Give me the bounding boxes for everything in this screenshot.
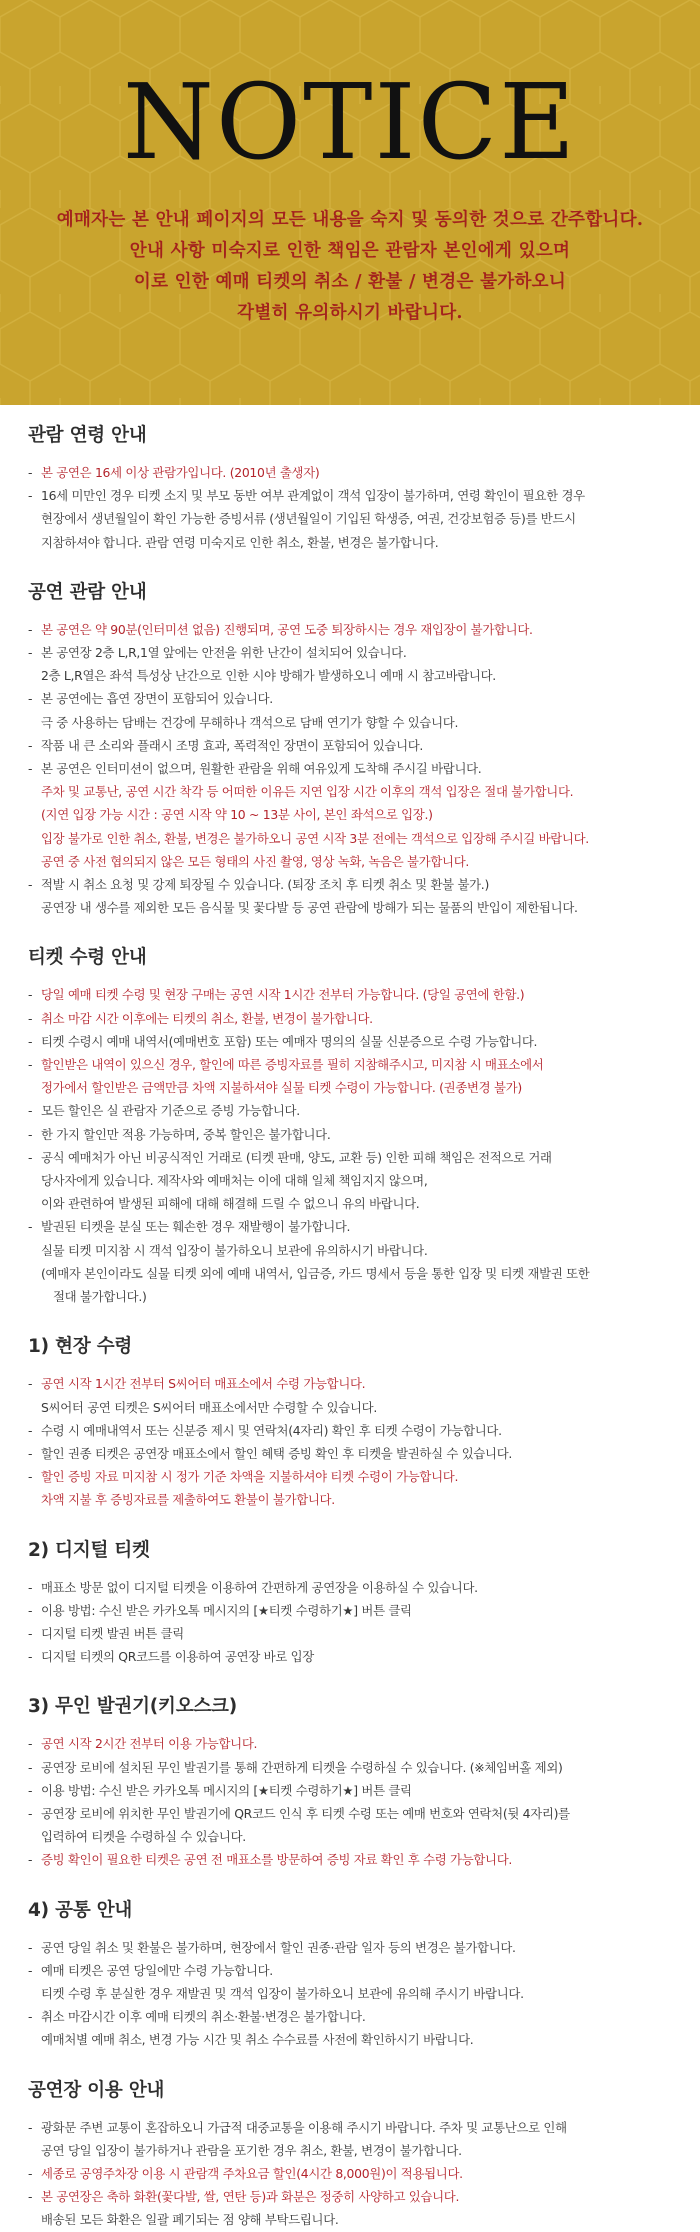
list-item [28,641,672,687]
list-item [28,1442,672,1465]
list-item [28,1779,672,1802]
section [28,1332,672,1511]
notice-header [0,0,700,405]
notice-list [28,461,672,554]
section [28,1536,672,1669]
dash-bullet: - [28,1736,33,1752]
dash-bullet: - [28,2165,33,2181]
list-item-line: 이와 관련하여 발생된 피해에 대해 해결해 드릴 수 없으니 유의 바랍니다. [41,1196,420,1212]
list-item-line: 할인 증빙 자료 미지참 시 정가 기준 차액을 지불하셔야 티켓 수령이 가능합니다. [41,1469,459,1485]
dash-bullet: - [28,1376,33,1392]
list-item-line: 공연장 로비에 설치된 무인 발권기를 통해 간편하게 티켓을 수령하실 수 있습니다. (※체임버홀 제외) [41,1759,563,1775]
list-item [28,1053,672,1099]
list-item-line: 16세 미만인 경우 티켓 소지 및 부모 동반 여부 관계없이 객석 입장이 불가하며, 연령 확인이 필요한 경우 [41,488,585,504]
notice-content [0,405,700,2232]
dash-bullet: - [28,737,33,753]
list-item [28,461,672,484]
list-item [28,1372,672,1418]
notice-list [28,983,672,1308]
list-item-line: 광화문 주변 교통이 혼잡하오니 가급적 대중교통을 이용해 주시기 바랍니다. 주차 및 교통난으로 인해 [41,2119,567,2135]
notice-list [28,2116,672,2232]
dash-bullet: - [28,987,33,1003]
list-item [28,1419,672,1442]
list-item [28,1146,672,1216]
list-item [28,618,672,641]
list-item-line: 디지털 티켓 발권 버튼 클릭 [41,1625,184,1641]
notice-list [28,1576,672,1669]
dash-bullet: - [28,1469,33,1485]
list-item-line: 모든 할인은 실 관람자 기준으로 증빙 가능합니다. [41,1103,300,1119]
list-item [28,1959,672,2005]
list-item-line: 예매 티켓은 공연 당일에만 수령 가능합니다. [41,1962,273,1978]
section-title: 4) 공통 안내 [28,1899,133,1921]
dash-bullet: - [28,877,33,893]
section-title: 3) 무인 발권기(키오스크) [28,1696,237,1718]
list-item [28,1756,672,1779]
list-item-line: 공연 시작 2시간 전부터 이용 가능합니다. [41,1736,258,1752]
section [28,2076,672,2232]
list-item-line: 이용 방법: 수신 받은 카카오톡 메시지의 [★티켓 수령하기★] 버튼 클릭 [41,1602,412,1618]
list-item-line: 공연 당일 취소 및 환불은 불가하며, 현장에서 할인 권종·관람 일자 등의 변경은 불가합니다. [41,1939,516,1955]
list-item [28,1936,672,1959]
section [28,943,672,1308]
list-item [28,2116,672,2162]
dash-bullet: - [28,1057,33,1073]
list-item-line: 할인받은 내역이 있으신 경우, 할인에 따른 증빙자료를 필히 지참해주시고, 미지참 시 매표소에서 [41,1057,544,1073]
dash-bullet: - [28,465,33,480]
dash-bullet: - [28,1962,33,1978]
list-item [28,1802,672,1848]
dash-bullet: - [28,1759,33,1775]
list-item-line: 공연 당일 입장이 불가하거나 관람을 포기한 경우 취소, 환불, 변경이 불가합니다. [41,2142,462,2158]
list-item-line: S씨어터 공연 티켓은 S씨어터 매표소에서만 수령할 수 있습니다. [41,1399,377,1415]
list-item-line: 공식 예매처가 아닌 비공식적인 거래로 (티켓 판매, 양도, 교환 등) 인한 피해 책임은 전적으로 거래 [41,1149,552,1165]
notice-line: 각별히 유의하시기 바랍니다. [237,303,463,323]
list-item-line: 발권된 티켓을 분실 또는 훼손한 경우 재발행이 불가합니다. [41,1219,351,1235]
list-item-line: 이용 방법: 수신 받은 카카오톡 메시지의 [★티켓 수령하기★] 버튼 클릭 [41,1782,412,1798]
notice-list [28,1372,672,1511]
list-item-line: 차액 지불 후 증빙자료를 제출하여도 환불이 불가합니다. [41,1492,335,1508]
list-item-line: 공연장 내 생수를 제외한 모든 음식물 및 꽃다발 등 공연 관람에 방해가 되는 물품의 반입이 제한됩니다. [41,900,578,916]
list-item [28,1099,672,1122]
dash-bullet: - [28,1445,33,1461]
section [28,421,672,554]
dash-bullet: - [28,488,33,504]
list-item [28,1465,672,1511]
list-item-line: 작품 내 큰 소리와 플래시 조명 효과, 폭력적인 장면이 포함되어 있습니다. [41,737,424,753]
section-title: 관람 연령 안내 [28,425,147,446]
section-title: 공연장 이용 안내 [28,2079,165,2101]
list-item [28,1645,672,1668]
dash-bullet: - [28,1782,33,1798]
list-item-line: 할인 권종 티켓은 공연장 매표소에서 할인 혜택 증빙 확인 후 티켓을 발권하실 수 있습니다. [41,1445,513,1461]
dash-bullet: - [28,2189,33,2205]
dash-bullet: - [28,1126,33,1142]
section-title: 1) 현장 수령 [28,1336,133,1358]
list-item [28,1215,672,1308]
list-item-line: 본 공연은 16세 이상 관람가입니다. (2010년 출생자) [41,465,320,480]
list-item-line: 증빙 확인이 필요한 티켓은 공연 전 매표소를 방문하여 증빙 자료 확인 후 수령 가능합니다. [41,1852,513,1868]
dash-bullet: - [28,1649,33,1665]
list-item-line: 수령 시 예매내역서 또는 신분증 제시 및 연락처(4자리) 확인 후 티켓 수령이 가능합니다. [41,1422,502,1438]
list-item-line: 세종로 공영주차장 이용 시 관람객 주차요금 할인(4시간 8,000원)이 적용됩니다. [41,2165,463,2181]
list-item-line: 공연장 로비에 위치한 무인 발권기에 QR코드 인식 후 티켓 수령 또는 예매 번호와 연락처(뒷 4자리)를 [41,1805,570,1821]
list-item [28,484,672,554]
list-item-line: 실물 티켓 미지참 시 객석 입장이 불가하오니 보관에 유의하시기 바랍니다. [41,1242,428,1258]
list-item-line: 본 공연장은 축하 화환(꽃다발, 쌀, 연탄 등)과 화분은 정중히 사양하고 있습니다. [41,2189,460,2205]
list-item [28,1030,672,1053]
list-item [28,873,672,919]
dash-bullet: - [28,1010,33,1026]
dash-bullet: - [28,1852,33,1868]
section-title: 2) 디지털 티켓 [28,1539,150,1561]
list-item-line: 주차 및 교통난, 공연 시간 착각 등 어떠한 이유든 지연 입장 시간 이후의 객석 입장은 절대 불가합니다. [41,784,574,800]
dash-bullet: - [28,1579,33,1595]
list-item-line: 입력하여 티켓을 수령하실 수 있습니다. [41,1829,246,1845]
list-item-line: 매표소 방문 없이 디지털 티켓을 이용하여 간편하게 공연장을 이용하실 수 있습니다. [41,1579,478,1595]
list-item-line: (예매자 본인이라도 실물 티켓 외에 예매 내역서, 입금증, 카드 명세서 등을 통한 입장 및 티켓 재발권 또한 [41,1265,590,1281]
notice-list [28,618,672,920]
dash-bullet: - [28,1805,33,1821]
dash-bullet: - [28,1033,33,1049]
list-item-line: 공연 시작 1시간 전부터 S씨어터 매표소에서 수령 가능합니다. [41,1376,366,1392]
list-item [28,1732,672,1755]
list-item [28,734,672,757]
section [28,1896,672,2052]
section-title: 공연 관람 안내 [28,581,147,603]
list-item-line: 입장 불가로 인한 취소, 환불, 변경은 불가하오니 공연 시작 3분 전에는 객석으로 입장해 주시길 바랍니다. [41,830,589,846]
notice-list [28,1732,672,1871]
list-item-line: 절대 불가합니다.) [53,1289,147,1305]
dash-bullet: - [28,1625,33,1641]
dash-bullet: - [28,691,33,707]
list-item [28,2162,672,2185]
list-item-line: 적발 시 취소 요청 및 강제 퇴장될 수 있습니다. (퇴장 조치 후 티켓 취소 및 환불 불가.) [41,877,489,893]
section [28,1692,672,1871]
list-item [28,1599,672,1622]
list-item-line: 본 공연에는 흡연 장면이 포함되어 있습니다. [41,691,273,707]
notice-line: 이로 인한 예매 티켓의 취소 / 환불 / 변경은 불가하오니 [133,272,567,292]
list-item-line: 당사자에게 있습니다. 제작사와 예매처는 이에 대해 일체 책임지지 않으며, [41,1173,428,1189]
list-item-line: 예매처별 예매 취소, 변경 가능 시간 및 취소 수수료를 사전에 확인하시기 바랍니다. [41,2032,474,2048]
list-item [28,2185,672,2231]
list-item-line: 본 공연은 인터미션이 없으며, 원활한 관람을 위해 여유있게 도착해 주시길 바랍니다. [41,761,482,777]
list-item-line: 디지털 티켓의 QR코드를 이용하여 공연장 바로 입장 [41,1649,314,1665]
list-item [28,757,672,873]
list-item-line: 한 가지 할인만 적용 가능하며, 중복 할인은 불가합니다. [41,1126,331,1142]
list-item [28,1622,672,1645]
dash-bullet: - [28,621,33,637]
list-item-line: 본 공연장 2층 L,R,1열 앞에는 안전을 위한 난간이 설치되어 있습니다. [41,645,407,661]
dash-bullet: - [28,645,33,661]
section [28,578,672,920]
list-item [28,983,672,1006]
notice-message [0,205,700,329]
list-item [28,1848,672,1871]
dash-bullet: - [28,2119,33,2135]
list-item-line: 2층 L,R열은 좌석 특성상 난간으로 인한 시야 방해가 발생하오니 예매 시 참고바랍니다. [41,668,496,684]
notice-list [28,1936,672,2052]
dash-bullet: - [28,1103,33,1119]
list-item-line: 티켓 수령시 예매 내역서(예매번호 포함) 또는 예매자 명의의 실물 신분증으로 수령 가능합니다. [41,1033,538,1049]
list-item-line: 현장에서 생년월일이 확인 가능한 증빙서류 (생년월일이 기입된 학생증, 여권, 건강보험증 등)를 반드시 [41,511,576,527]
list-item [28,687,672,733]
list-item [28,1576,672,1599]
list-item [28,2005,672,2051]
notice-logo [0,60,700,180]
list-item-line: 공연 중 사전 협의되지 않은 모든 형태의 사진 촬영, 영상 녹화, 녹음은 불가합니다. [41,853,469,869]
list-item [28,1007,672,1030]
dash-bullet: - [28,2009,33,2025]
logo-text: NOTICE [122,61,578,180]
list-item-line: 취소 마감시간 이후 예매 티켓의 취소·환불·변경은 불가합니다. [41,2009,366,2025]
list-item-line: 취소 마감 시간 이후에는 티켓의 취소, 환불, 변경이 불가합니다. [41,1010,373,1026]
dash-bullet: - [28,1602,33,1618]
list-item [28,1123,672,1146]
list-item-line: 지참하셔야 합니다. 관람 연령 미숙지로 인한 취소, 환불, 변경은 불가합니다. [41,534,439,550]
list-item-line: 티켓 수령 후 분실한 경우 재발권 및 객석 입장이 불가하오니 보관에 유의해 주시기 바랍니다. [41,1985,524,2001]
dash-bullet: - [28,761,33,777]
dash-bullet: - [28,1219,33,1235]
list-item-line: 배송된 모든 화환은 일괄 폐기되는 점 양해 부탁드립니다. [41,2212,339,2228]
dash-bullet: - [28,1149,33,1165]
section-title: 티켓 수령 안내 [28,947,147,969]
notice-line: 예매자는 본 안내 페이지의 모든 내용을 숙지 및 동의한 것으로 간주합니다. [56,210,644,230]
notice-line: 안내 사항 미숙지로 인한 책임은 관람자 본인에게 있으며 [129,241,571,261]
list-item-line: (지연 입장 가능 시간 : 공연 시작 약 10 ~ 13분 사이, 본인 좌석으로 입장.) [41,807,433,823]
dash-bullet: - [28,1939,33,1955]
list-item-line: 극 중 사용하는 담배는 건강에 무해하나 객석으로 담배 연기가 향할 수 있습니다. [41,714,459,730]
list-item-line: 정가에서 할인받은 금액만큼 차액 지불하셔야 실물 티켓 수령이 가능합니다. (권종변경 불가) [41,1080,522,1096]
list-item-line: 본 공연은 약 90분(인터미션 없음) 진행되며, 공연 도중 퇴장하시는 경우 재입장이 불가합니다. [41,621,533,637]
list-item-line: 당일 예매 티켓 수령 및 현장 구매는 공연 시작 1시간 전부터 가능합니다. (당일 공연에 한함.) [41,987,525,1003]
dash-bullet: - [28,1422,33,1438]
